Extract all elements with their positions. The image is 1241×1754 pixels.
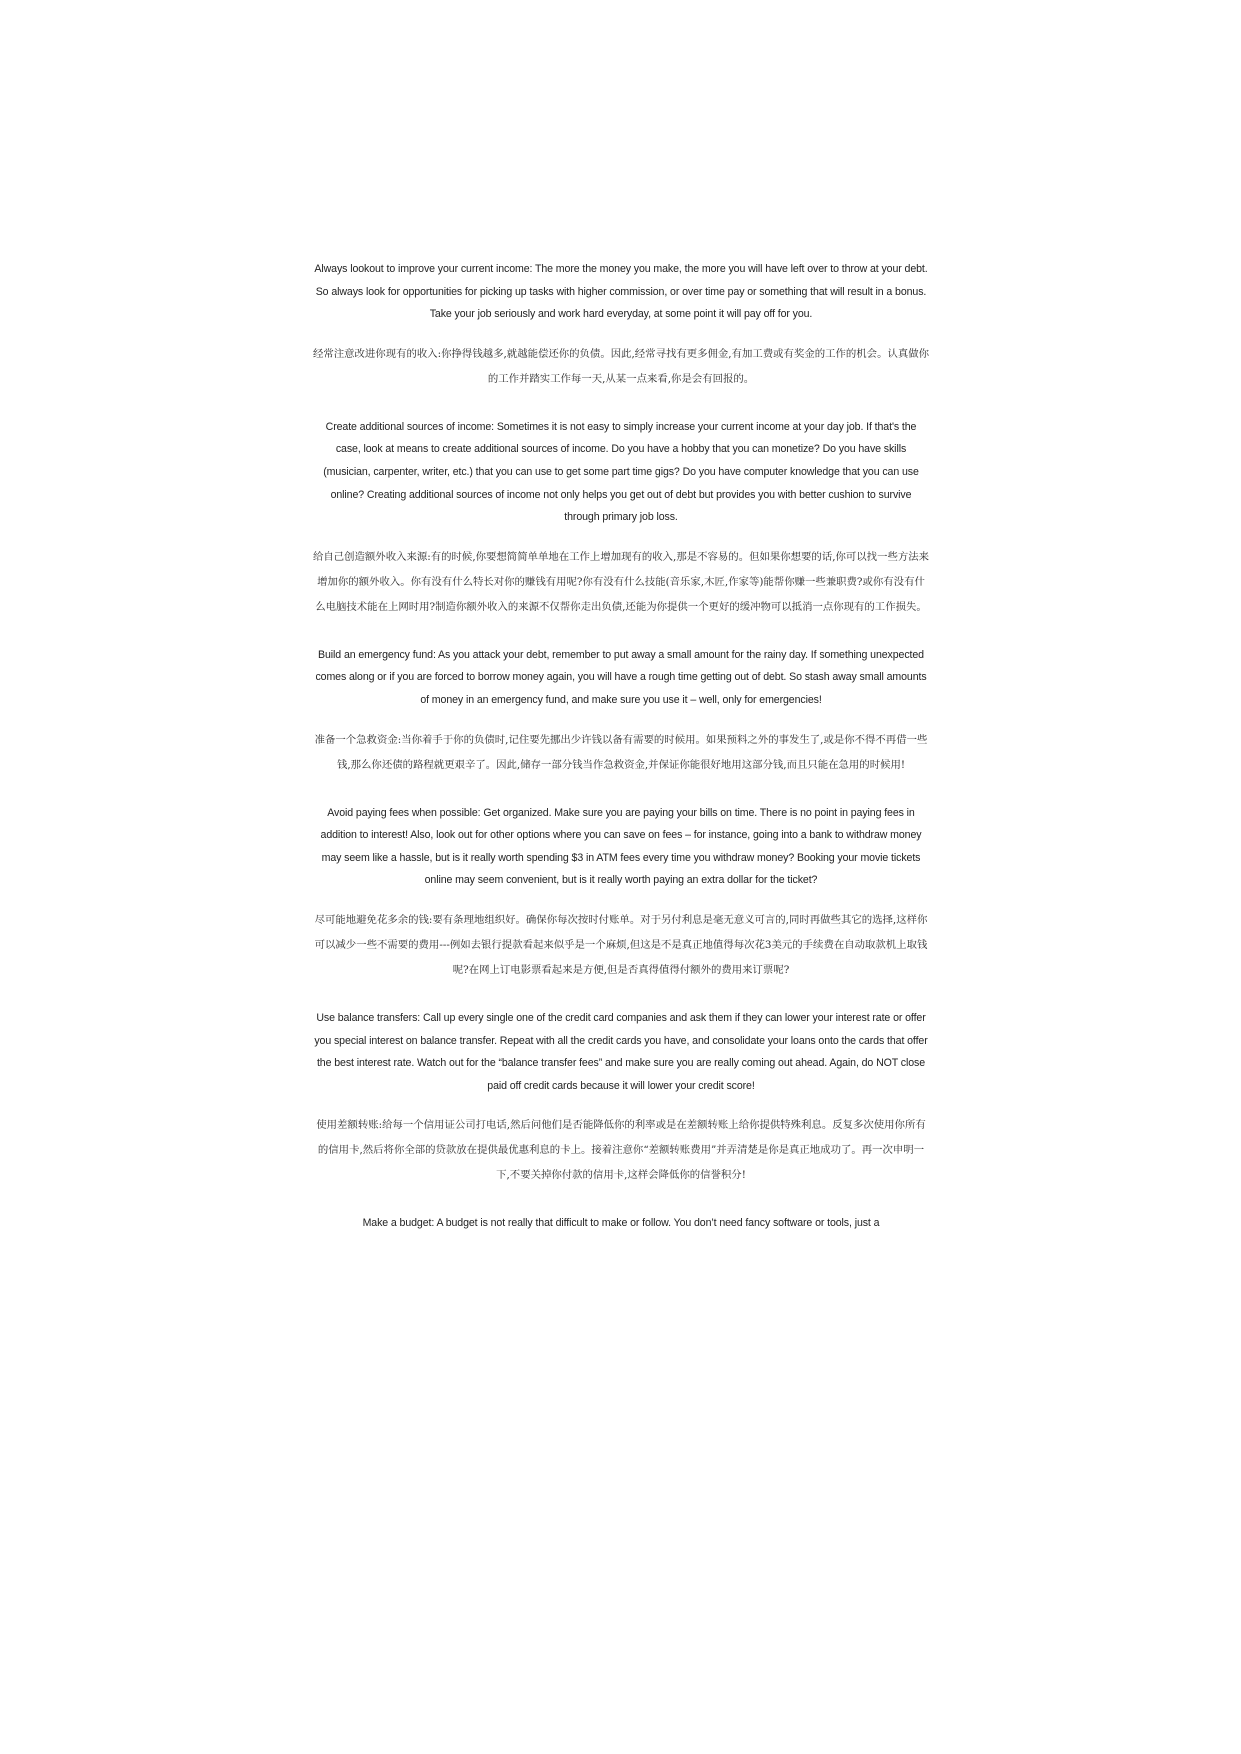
paragraph-spacer xyxy=(312,620,930,644)
text-column xyxy=(312,258,930,1235)
paragraph-additional-income-en: Create additional sources of income: Sometimes it is not easy to simply increase your current income at your day job. If that's the case, look at means to create additional sources of income. Do you have a hobby that you can monetize? Do you have skills (musician, carpenter, writer, etc.) that you can use to get some part time gigs? Do you have computer knowledge that you can use online? Creating additional sources of income not only helps you get out of debt but provides you with better cushion to survive through primary job loss. xyxy=(323,420,919,524)
paragraph-additional-income-zh: 给自己创造额外收入来源:有的时候,你要想简简单单地在工作上增加现有的收入,那是不容易的。但如果你想要的话,你可以找一些方法来增加你的额外收入。你有没有什么特长对你的赚钱有用呢?你有没有什么技能(音乐家,木匠,作家等)能帮你赚一些兼职费?或你有没有什么电脑技术能在上网时用?制造你额外收入的来源不仅帮你走出负债,还能为你提供一个更好的缓冲物可以抵消一点你现有的工作损失。 xyxy=(312,550,930,613)
paragraph-spacer xyxy=(312,392,930,416)
paragraph-avoid-fees-en: Avoid paying fees when possible: Get organized. Make sure you are paying your bills on time. There is no point in paying fees in addition to interest! Also, look out for other options where you can save on fees – for instance, going into a bank to withdraw money may seem like a hassle, but is it really worth spending $3 in ATM fees every time you withdraw money? Booking your movie tickets online may seem convenient, but is it really worth paying an extra dollar for the ticket? xyxy=(320,806,922,887)
paragraph-spacer xyxy=(312,326,930,342)
paragraph-balance-transfers-zh: 使用差额转账:给每一个信用证公司打电话,然后问他们是否能降低你的利率或是在差额转账上给你提供特殊利息。反复多次使用你所有的信用卡,然后将你全部的贷款放在提供最优惠利息的卡上。接着注意你“差额转账费用”并弄清楚是你是真正地成功了。再一次申明一下,不要关掉你付款的信用卡,这样会降低你的信誉积分! xyxy=(316,1119,926,1182)
paragraph-avoid-fees-zh: 尽可能地避免花多余的钱:要有条理地组织好。确保你每次按时付账单。对于另付利息是毫无意义可言的,同时再做些其它的选择,这样你可以减少一些不需要的费用---例如去银行提款看起来似乎是一个麻烦,但这是不是真正地值得每次花3美元的手续费在自动取款机上取钱呢?在网上订电影票看起来是方便,但是否真得值得付额外的费用来订票呢? xyxy=(314,913,928,976)
paragraph-spacer xyxy=(312,778,930,802)
paragraph-emergency-fund-en: Build an emergency fund: As you attack your debt, remember to put away a small amount for the rainy day. If something unexpected comes along or if you are forced to borrow money again, you will have a rough time getting out of debt. So stash away small amounts of money in an emergency fund, and make sure you use it – well, only for emergencies! xyxy=(315,648,927,706)
paragraph-spacer xyxy=(312,529,930,545)
paragraph-spacer xyxy=(312,892,930,908)
paragraph-spacer xyxy=(312,1097,930,1113)
paragraph-improve-income-zh: 经常注意改进你现有的收入:你挣得钱越多,就越能偿还你的负债。因此,经常寻找有更多佣金,有加工费或有奖金的工作的机会。认真做你的工作并踏实工作每一天,从某一点来看,你是会有回报的。 xyxy=(312,347,930,385)
paragraph-emergency-fund-zh: 准备一个急救资金:当你着手于你的负债时,记住要先挪出少许钱以备有需要的时候用。如果预料之外的事发生了,或是你不得不再借一些钱,那么你还债的路程就更艰辛了。因此,储存一部分钱当作急救资金,并保证你能很好地用这部分钱,而且只能在急用的时候用! xyxy=(314,733,928,771)
paragraph-make-budget-en: Make a budget: A budget is not really that difficult to make or follow. You don’t need fancy software or tools, just a xyxy=(362,1217,880,1230)
paragraph-improve-income-en: Always lookout to improve your current income: The more the money you make, the more you will have left over to throw at your debt. So always look for opportunities for picking up tasks with higher commission, or over time pay or something that will result in a bonus. Take your job seriously and work hard everyday, at some point it will pay off for you. xyxy=(314,263,928,321)
paragraph-balance-transfers-en: Use balance transfers: Call up every single one of the credit card companies and ask them if they can lower your interest rate or offer you special interest on balance transfer. Repeat with all the credit cards you have, and consolidate your loans onto the cards that offer the best interest rate. Watch out for the “balance transfer fees” and make sure you are really coming out ahead. Again, do NOT close paid off credit cards because it will lower your credit score! xyxy=(314,1011,928,1092)
paragraph-spacer xyxy=(312,1188,930,1212)
paragraph-spacer xyxy=(312,983,930,1007)
paragraph-spacer xyxy=(312,712,930,728)
